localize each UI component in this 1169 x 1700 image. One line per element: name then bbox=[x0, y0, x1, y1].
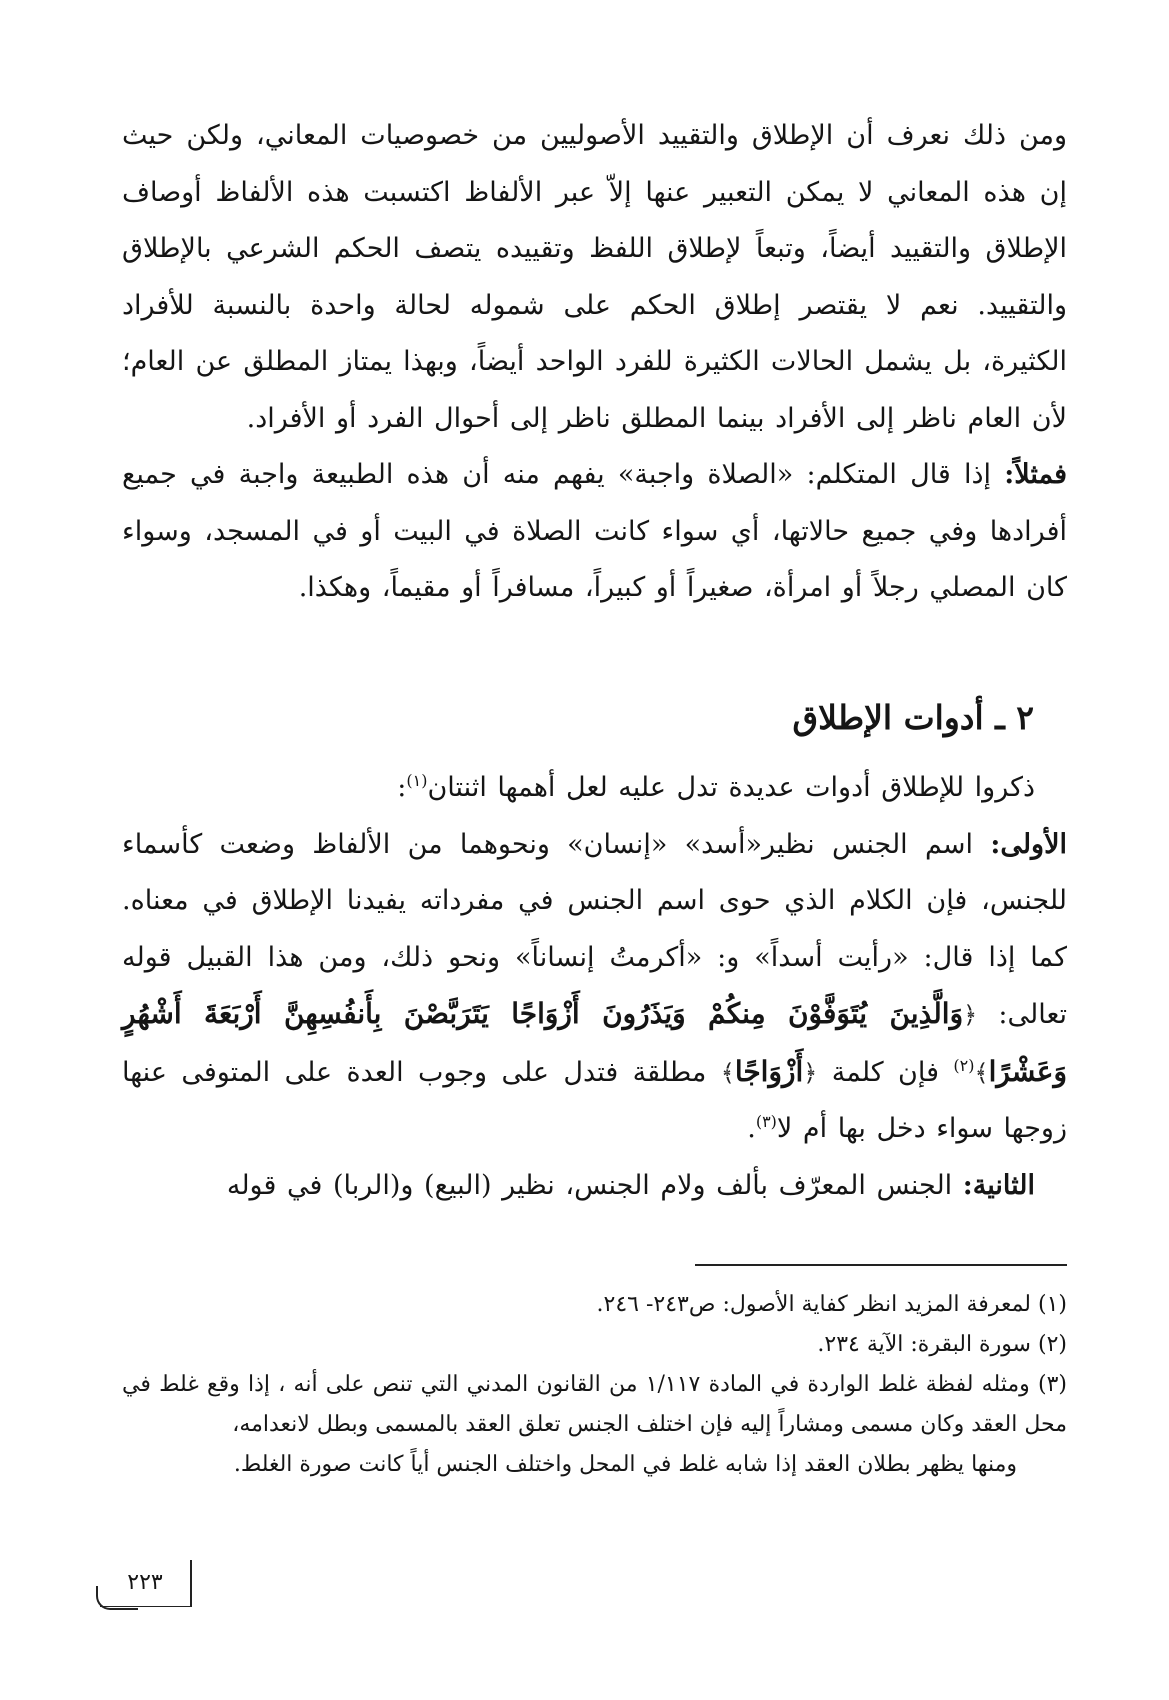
footnote-3: (٣) ومثله لفظة غلط الواردة في المادة ١/١١٧ من القانون المدني التي تنص على أنه ، إذا وقع غلط في محل العقد وكان مسمى ومشاراً إليه فإن اختلف الجنس تعلق العقد بالمسمى وبطل لانعدامه، bbox=[122, 1372, 1067, 1437]
ornate-bracket-open-2: ﴿ bbox=[803, 1058, 818, 1087]
footnote-ref-2[interactable]: (٢) bbox=[953, 1055, 975, 1075]
footnote-1: (١) لمعرفة المزيد انظر كفاية الأصول: ص٢٤٣- ٢٤٦. bbox=[596, 1292, 1067, 1317]
page-number: ٢٢٣ bbox=[100, 1560, 192, 1607]
example-lead: فمثلاً: bbox=[1004, 459, 1067, 490]
quran-word: أَزْوَاجًا bbox=[734, 1054, 804, 1088]
ornate-bracket-close-2: ﴾ bbox=[720, 1058, 735, 1087]
first-tool-paragraph bbox=[122, 817, 1067, 1158]
footnote-ref-3[interactable]: (٣) bbox=[755, 1112, 777, 1131]
intro-text: ذكروا للإطلاق أدوات عديدة تدل عليه لعل أهمها اثنتان bbox=[427, 772, 1035, 803]
intro-paragraph bbox=[122, 760, 1067, 817]
footnote-2: (٢) سورة البقرة: الآية ٢٣٤. bbox=[817, 1332, 1067, 1357]
first-lead: الأولى: bbox=[990, 828, 1067, 860]
body-text-top bbox=[122, 108, 1067, 617]
footnote-ref-1[interactable]: (١) bbox=[406, 771, 428, 790]
first-text-3: مطلقة فتدل على وجوب العدة على المتوفى عنها زوجها سواء دخل بها أم لا bbox=[122, 1056, 1067, 1144]
quran-verse: وَالَّذِينَ يُتَوَفَّوْنَ مِنكُمْ وَيَذَرُونَ أَزْوَاجًا يَتَرَبَّصْنَ بِأَنفُسِهِنَّ أَرْبَعَةَ أَشْهُرٍ وَعَشْرًا bbox=[122, 997, 1067, 1088]
footnote-separator bbox=[695, 1264, 1067, 1266]
section-heading: ٢ ـ أدوات الإطلاق bbox=[792, 698, 1034, 737]
first-text: اسم الجنس نظير«أسد» «إنسان» ونحوهما من الألفاظ وضعت كأسماء للجنس، فإن الكلام الذي حوى اسم الجنس في مفرداته يفيدنا الإطلاق في معناه. كما إذا قال: «رأيت أسداً» و: «أكرمتُ إنساناً» ونحو ذلك، ومن هذا القبيل قوله تعالى: bbox=[122, 828, 1068, 1030]
page-number-ornament bbox=[96, 1586, 138, 1610]
example-text: إذا قال المتكلم: «الصلاة واجبة» يفهم منه أن هذه الطبيعة واجبة في جميع أفرادها وفي جميع حالاتها، أي سواء كانت الصلاة في البيت أو في المسجد، وسواء كان المصلي رجلاً أو امرأة، صغيراً أو كبيراً، مسافراً أو مقيماً، وهكذا. bbox=[122, 459, 1067, 603]
second-lead: الثانية: bbox=[962, 1169, 1035, 1201]
intro-colon: : bbox=[397, 772, 407, 803]
footnote-3-continued: ومنها يظهر بطلان العقد إذا شابه غلط في المحل واختلف الجنس أياً كانت صورة الغلط. bbox=[233, 1452, 1017, 1477]
paragraph-2 bbox=[122, 447, 1067, 617]
second-tool-paragraph bbox=[122, 1158, 1067, 1215]
paragraph-1: ومن ذلك نعرف أن الإطلاق والتقييد الأصوليين من خصوصيات المعاني، ولكن حيث إن هذه المعاني لا يمكن التعبير عنها إلاّ عبر الألفاظ اكتسبت هذه الألفاظ أوصاف الإطلاق والتقييد أيضاً، وتبعاً لإطلاق اللفظ وتقييده يتصف الحكم الشرعي بالإطلاق والتقييد. نعم لا يقتصر إطلاق الحكم على شموله لحالة واحدة بالنسبة للأفراد الكثيرة، بل يشمل الحالات الكثيرة للفرد الواحد أيضاً، وبهذا يمتاز المطلق عن العام؛ لأن العام ناظر إلى الأفراد بينما المطلق ناظر إلى أحوال الفرد أو الأفراد. bbox=[122, 120, 1067, 434]
ornate-bracket-open: ﴿ bbox=[963, 1001, 978, 1029]
first-text-2: فإن كلمة bbox=[831, 1056, 939, 1088]
second-text: الجنس المعرّف بألف ولام الجنس، نظير (البيع) و(الربا) في قوله bbox=[226, 1169, 953, 1201]
body-text-bottom bbox=[122, 760, 1067, 1214]
ornate-bracket-close: ﴾ bbox=[974, 1058, 989, 1087]
footnotes bbox=[122, 1285, 1067, 1485]
first-text-end: . bbox=[747, 1113, 756, 1144]
